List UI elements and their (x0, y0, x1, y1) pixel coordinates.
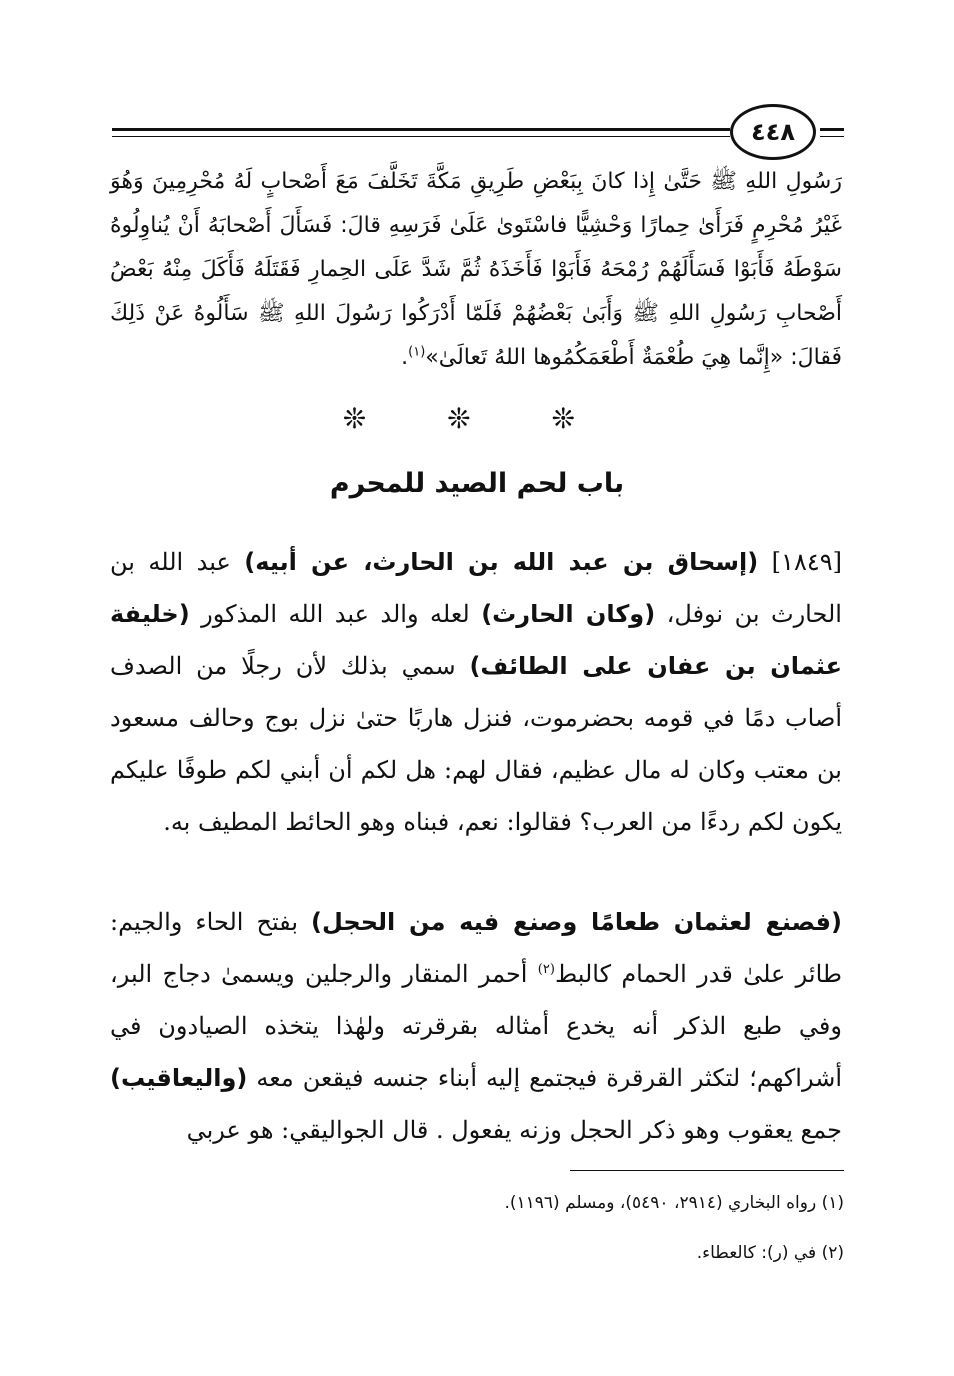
section-separator: ❊ ❊ ❊ (342, 402, 612, 435)
hadith-body: رَسُولِ اللهِ ﷺ حَتَّىٰ إِذا كانَ بِبَعْضِ طَرِيقِ مَكَّةَ تَخَلَّفَ مَعَ أَصْحابٍ لَهُ مُحْرِمِينَ وَهُوَ غَيْرُ مُحْرِمٍ فَرَأَىٰ حِمارًا وَحْشِيًّا فاسْتَوىٰ عَلَىٰ فَرَسِهِ قالَ: فَسَأَلَ أَصْحابَهُ أَنْ يُناوِلُوهُ سَوْطَهُ فَأَبَوْا فَسَأَلَهُمْ رُمْحَهُ فَأَبَوْا فَأَخَذَهُ ثُمَّ شَدَّ عَلَى الحِمارِ فَقَتَلَهُ فَأَكَلَ مِنْهُ بَعْضُ أَصْحابِ رَسُولِ اللهِ ﷺ وَأَبَىٰ بَعْضُهُمْ فَلَمّا أَدْرَكُوا رَسُولَ اللهِ ﷺ سَأَلُوهُ عَنْ ذَلِكَ فَقالَ: «إِنَّما هِيَ طُعْمَةٌ أَطْعَمَكُمُوها اللهُ تَعالَىٰ» (110, 169, 842, 370)
quoted-phrase: (وكان الحارث) (481, 600, 656, 628)
chapter-title: باب لحم الصيد للمحرم (329, 468, 625, 499)
commentary-text: لعله والد عبد الله المذكور (201, 600, 470, 628)
footnote-ref-2: (٢) (537, 962, 555, 977)
commentary-text: بفتح الحاء والجيم: طائر علىٰ قدر الحمام كالبط (110, 908, 843, 988)
hadith-text (110, 160, 842, 380)
quoted-phrase: (إسحاق بن عبد الله بن الحارث، عن أبيه) (244, 548, 759, 576)
page-number: ٤٤٨ (730, 104, 816, 160)
hadith-number: [١٨٤٩] (771, 548, 842, 576)
commentary-paragraph-2 (110, 896, 842, 1156)
footnote-text: في (ر): كالعطاء. (696, 1243, 817, 1263)
footnote-ref-1: (١) (408, 344, 426, 360)
header-rule (112, 128, 730, 131)
header-rule-thin (112, 136, 730, 137)
footnote-text: رواه البخاري (٢٩١٤، ٥٤٩٠)، ومسلم (١١٩٦). (504, 1193, 817, 1213)
footnote-number: (٢) (821, 1243, 844, 1263)
commentary-text: عبد الله بن الحارث بن نوفل، (110, 548, 842, 628)
footnote-2 (112, 1238, 844, 1268)
quoted-phrase: (خليفة عثمان بن عفان على الطائف) (110, 600, 842, 680)
hadith-end: . (401, 345, 409, 370)
commentary-text: جمع يعقوب وهو ذكر الحجل وزنه يفعول . قال الجواليقي: هو عربي (186, 1116, 842, 1144)
header-rule-right (820, 128, 844, 131)
quoted-phrase: (واليعاقيب) (110, 1064, 248, 1092)
footnote-divider (570, 1170, 844, 1171)
footnote-number: (١) (821, 1193, 844, 1213)
commentary-text: أحمر المنقار والرجلين ويسمىٰ دجاج البر، وفي طبع الذكر أنه يخدع أمثاله بقرقرته ولهٰذا يتخذه الصيادون في أشراكهم؛ لتكثر القرقرة فيجتمع إليه أبناء جنسه فيقعن معه (110, 960, 842, 1092)
header-rule-right-thin (820, 136, 844, 137)
footnote-1 (112, 1188, 844, 1218)
commentary-paragraph-1 (110, 536, 842, 848)
commentary-text: سمي بذلك لأن رجلًا من الصدف أصاب دمًا في قومه بحضرموت، فنزل هاربًا حتىٰ نزل بوج وحالف مسعود بن معتب وكان له مال عظيم، فقال لهم: هل لكم أن أبني لكم طوفًا عليكم يكون لكم ردءًا من العرب؟ فقالوا: نعم، فبناه وهو الحائط المطيف به. (110, 652, 842, 836)
quoted-phrase: (فصنع لعثمان طعامًا وصنع فيه من الحجل) (311, 908, 842, 936)
